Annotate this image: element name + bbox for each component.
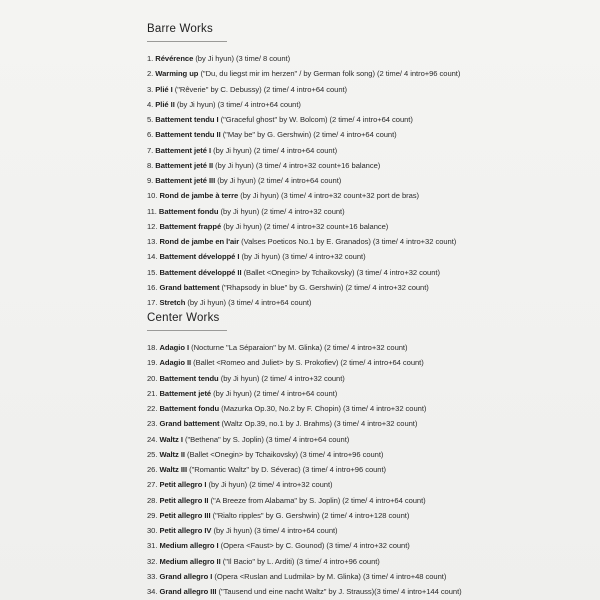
track-list	[147, 340, 587, 599]
track-number: 7.	[147, 145, 154, 155]
track-number: 16.	[147, 282, 158, 292]
track-title: Grand battement	[159, 419, 220, 429]
track-item	[147, 401, 587, 416]
track-details: (by Ji hyun) (3 time/ 4 intro+64 count)	[185, 298, 312, 307]
track-number: 22.	[147, 404, 158, 413]
track-item	[147, 82, 587, 97]
track-item	[147, 158, 587, 173]
track-number: 34.	[147, 587, 158, 596]
track-title: Battement tendu II	[155, 130, 221, 140]
track-number: 25.	[147, 449, 158, 459]
track-title: Stretch	[159, 298, 186, 307]
track-title: Battement fondu	[159, 404, 220, 413]
track-number: 19.	[147, 358, 158, 368]
track-item	[147, 112, 587, 127]
track-item	[147, 386, 587, 401]
track-number: 8.	[147, 160, 154, 170]
track-title: Petit allegro IV	[159, 526, 212, 535]
track-item	[147, 66, 587, 81]
track-details: (by Ji hyun) (3 time/ 4 intro+32 count+32 port de bras)	[238, 191, 420, 201]
track-item	[147, 477, 587, 492]
track-details: ("Rialto ripples" by G. Gershwin) (2 time/ 4 intro+128 count)	[210, 510, 410, 520]
track-details: (by Ji hyun) (2 time/ 4 intro+64 count)	[211, 388, 338, 398]
track-list	[147, 51, 587, 310]
track-number: 14.	[147, 252, 158, 262]
track-item	[147, 371, 587, 386]
track-details: (Mazurka Op.30, No.2 by F. Chopin) (3 time/ 4 intro+32 count)	[219, 404, 427, 413]
track-number: 21.	[147, 388, 158, 398]
track-item	[147, 173, 587, 188]
track-item	[147, 493, 587, 508]
track-item	[147, 447, 587, 462]
track-item	[147, 569, 587, 584]
track-title: Révérence	[155, 54, 194, 63]
section-title: Barre Works	[147, 23, 213, 35]
track-title: Rond de jambe à terre	[159, 191, 239, 201]
track-number: 3.	[147, 84, 154, 94]
track-details: (by Ji hyun) (2 time/ 4 intro+32 count)	[218, 373, 345, 383]
track-title: Waltz II	[159, 449, 185, 459]
section-divider	[147, 330, 227, 331]
track-title: Waltz I	[159, 434, 183, 444]
track-details: (by Ji hyun) (3 time/ 4 intro+32 count)	[239, 252, 366, 262]
section-divider	[147, 41, 227, 42]
track-details: ("Tausend und eine nacht Waltz" by J. Strauss)(3 time/ 4 intro+144 count)	[216, 587, 462, 596]
track-item	[147, 249, 587, 264]
track-item	[147, 234, 587, 249]
track-title: Plié II	[155, 99, 175, 109]
track-title: Adagio I	[159, 343, 190, 352]
track-item	[147, 97, 587, 112]
track-number: 5.	[147, 115, 154, 124]
track-number: 32.	[147, 556, 158, 566]
track-item	[147, 523, 587, 538]
track-details: (Nocturne "La Séparaion" by M. Glinka) (2 time/ 4 intro+32 count)	[189, 343, 408, 352]
track-number: 33.	[147, 571, 158, 581]
track-title: Battement jeté	[159, 388, 212, 398]
track-details: (Ballet <Romeo and Juliet> by S. Prokofiev) (2 time/ 4 intro+64 count)	[191, 358, 424, 368]
track-number: 1.	[147, 54, 154, 63]
track-title: Battement jeté II	[155, 160, 214, 170]
track-number: 2.	[147, 69, 154, 79]
track-number: 30.	[147, 526, 158, 535]
track-title: Petit allegro II	[159, 495, 209, 505]
track-number: 26.	[147, 465, 158, 474]
track-details: (by Ji hyun) (2 time/ 4 intro+32 count)	[206, 480, 333, 490]
track-number: 18.	[147, 343, 158, 352]
track-title: Plié I	[155, 84, 173, 94]
track-number: 12.	[147, 221, 158, 231]
track-details: (by Ji hyun) (2 time/ 4 intro+64 count)	[215, 176, 342, 185]
track-details: ("Romantic Waltz" by D. Séverac) (3 time/ 4 intro+96 count)	[187, 465, 387, 474]
track-title: Battement fondu	[158, 206, 219, 216]
track-details: ("A Breeze from Alabama" by S. Joplin) (2 time/ 4 intro+64 count)	[208, 495, 426, 505]
track-details: (Ballet <Onegin> by Tchaikovsky) (3 time/ 4 intro+32 count)	[241, 267, 440, 277]
track-details: (Valses Poeticos No.1 by E. Granados) (3 time/ 4 intro+32 count)	[239, 237, 457, 246]
track-number: 20.	[147, 373, 158, 383]
section-title: Center Works	[147, 312, 220, 324]
track-details: ("Il Bacio" by L. Arditi) (3 time/ 4 intro+96 count)	[220, 556, 380, 566]
track-title: Medium allegro II	[159, 556, 221, 566]
track-details: (Ballet <Onegin> by Tchaikovsky) (3 time/ 4 intro+96 count)	[184, 449, 384, 459]
track-details: (by Ji hyun) (3 time/ 4 intro+64 count)	[211, 526, 338, 535]
track-title: Rond de jambe en l'air	[159, 237, 240, 246]
track-number: 23.	[147, 419, 158, 429]
track-title: Battement jeté I	[155, 145, 212, 155]
track-item	[147, 127, 587, 142]
track-details: ("Bethena" by S. Joplin) (3 time/ 4 intro+64 count)	[182, 434, 350, 444]
track-title: Battement tendu I	[155, 115, 219, 124]
center-works-section	[147, 312, 587, 599]
track-item	[147, 143, 587, 158]
track-title: Grand allegro I	[159, 571, 213, 581]
track-number: 15.	[147, 267, 158, 277]
track-details: ("Rêverie" by C. Debussy) (2 time/ 4 intro+64 count)	[172, 84, 348, 94]
track-number: 27.	[147, 480, 158, 490]
track-title: Medium allegro I	[159, 541, 219, 551]
track-item	[147, 51, 587, 66]
track-title: Battement développé I	[159, 252, 240, 262]
track-item	[147, 280, 587, 295]
track-number: 28.	[147, 495, 158, 505]
track-details: (by Ji hyun) (3 time/ 8 count)	[193, 54, 291, 63]
track-details: ("Graceful ghost" by W. Bolcom) (2 time/ 4 intro+64 count)	[218, 115, 413, 124]
track-item	[147, 416, 587, 431]
track-item	[147, 462, 587, 477]
track-item	[147, 265, 587, 280]
track-details: (Opera <Ruslan and Ludmila> by M. Glinka) (3 time/ 4 intro+48 count)	[212, 571, 447, 581]
track-details: (by Ji hyun) (3 time/ 4 intro+64 count)	[174, 99, 301, 109]
track-number: 9.	[147, 176, 154, 185]
track-number: 6.	[147, 130, 154, 140]
track-number: 29.	[147, 510, 158, 520]
track-details: ("Rhapsody in blue" by G. Gershwin) (2 time/ 4 intro+32 count)	[219, 282, 429, 292]
track-details: ("May be" by G. Gershwin) (2 time/ 4 intro+64 count)	[220, 130, 397, 140]
track-title: Warming up	[155, 69, 199, 79]
track-title: Battement tendu	[159, 373, 219, 383]
track-number: 4.	[147, 99, 154, 109]
track-item	[147, 538, 587, 553]
track-number: 17.	[147, 298, 158, 307]
track-number: 24.	[147, 434, 158, 444]
track-title: Petit allegro III	[159, 510, 211, 520]
track-item	[147, 188, 587, 203]
track-item	[147, 295, 587, 310]
track-item	[147, 219, 587, 234]
track-title: Adagio II	[159, 358, 192, 368]
track-title: Petit allegro I	[159, 480, 207, 490]
track-details: (Opera <Faust> by C. Gounod) (3 time/ 4 intro+32 count)	[218, 541, 410, 551]
track-number: 13.	[147, 237, 158, 246]
track-item	[147, 204, 587, 219]
track-details: (by Ji hyun) (2 time/ 4 intro+32 count)	[218, 206, 345, 216]
track-title: Battement frappé	[159, 221, 222, 231]
track-title: Waltz III	[159, 465, 188, 474]
track-details: (by Ji hyun) (3 time/ 4 intro+32 count+16 balance)	[213, 160, 381, 170]
track-item	[147, 508, 587, 523]
track-number: 31.	[147, 541, 158, 551]
track-item	[147, 340, 587, 355]
track-number: 11.	[147, 206, 157, 216]
track-number: 10.	[147, 191, 158, 201]
track-item	[147, 355, 587, 370]
track-details: (by Ji hyun) (2 time/ 4 intro+64 count)	[211, 145, 338, 155]
track-details: (Waltz Op.39, no.1 by J. Brahms) (3 time/ 4 intro+32 count)	[219, 419, 418, 429]
track-item	[147, 554, 587, 569]
track-details: ("Du, du liegst mir im herzen" / by German folk song) (2 time/ 4 intro+96 count)	[198, 69, 461, 79]
track-item	[147, 432, 587, 447]
track-item	[147, 584, 587, 599]
track-title: Grand battement	[159, 282, 220, 292]
track-details: (by Ji hyun) (2 time/ 4 intro+32 count+16 balance)	[221, 221, 389, 231]
track-title: Grand allegro III	[159, 587, 217, 596]
track-title: Battement développé II	[159, 267, 242, 277]
track-title: Battement jeté III	[155, 176, 216, 185]
barre-works-section	[147, 23, 587, 310]
